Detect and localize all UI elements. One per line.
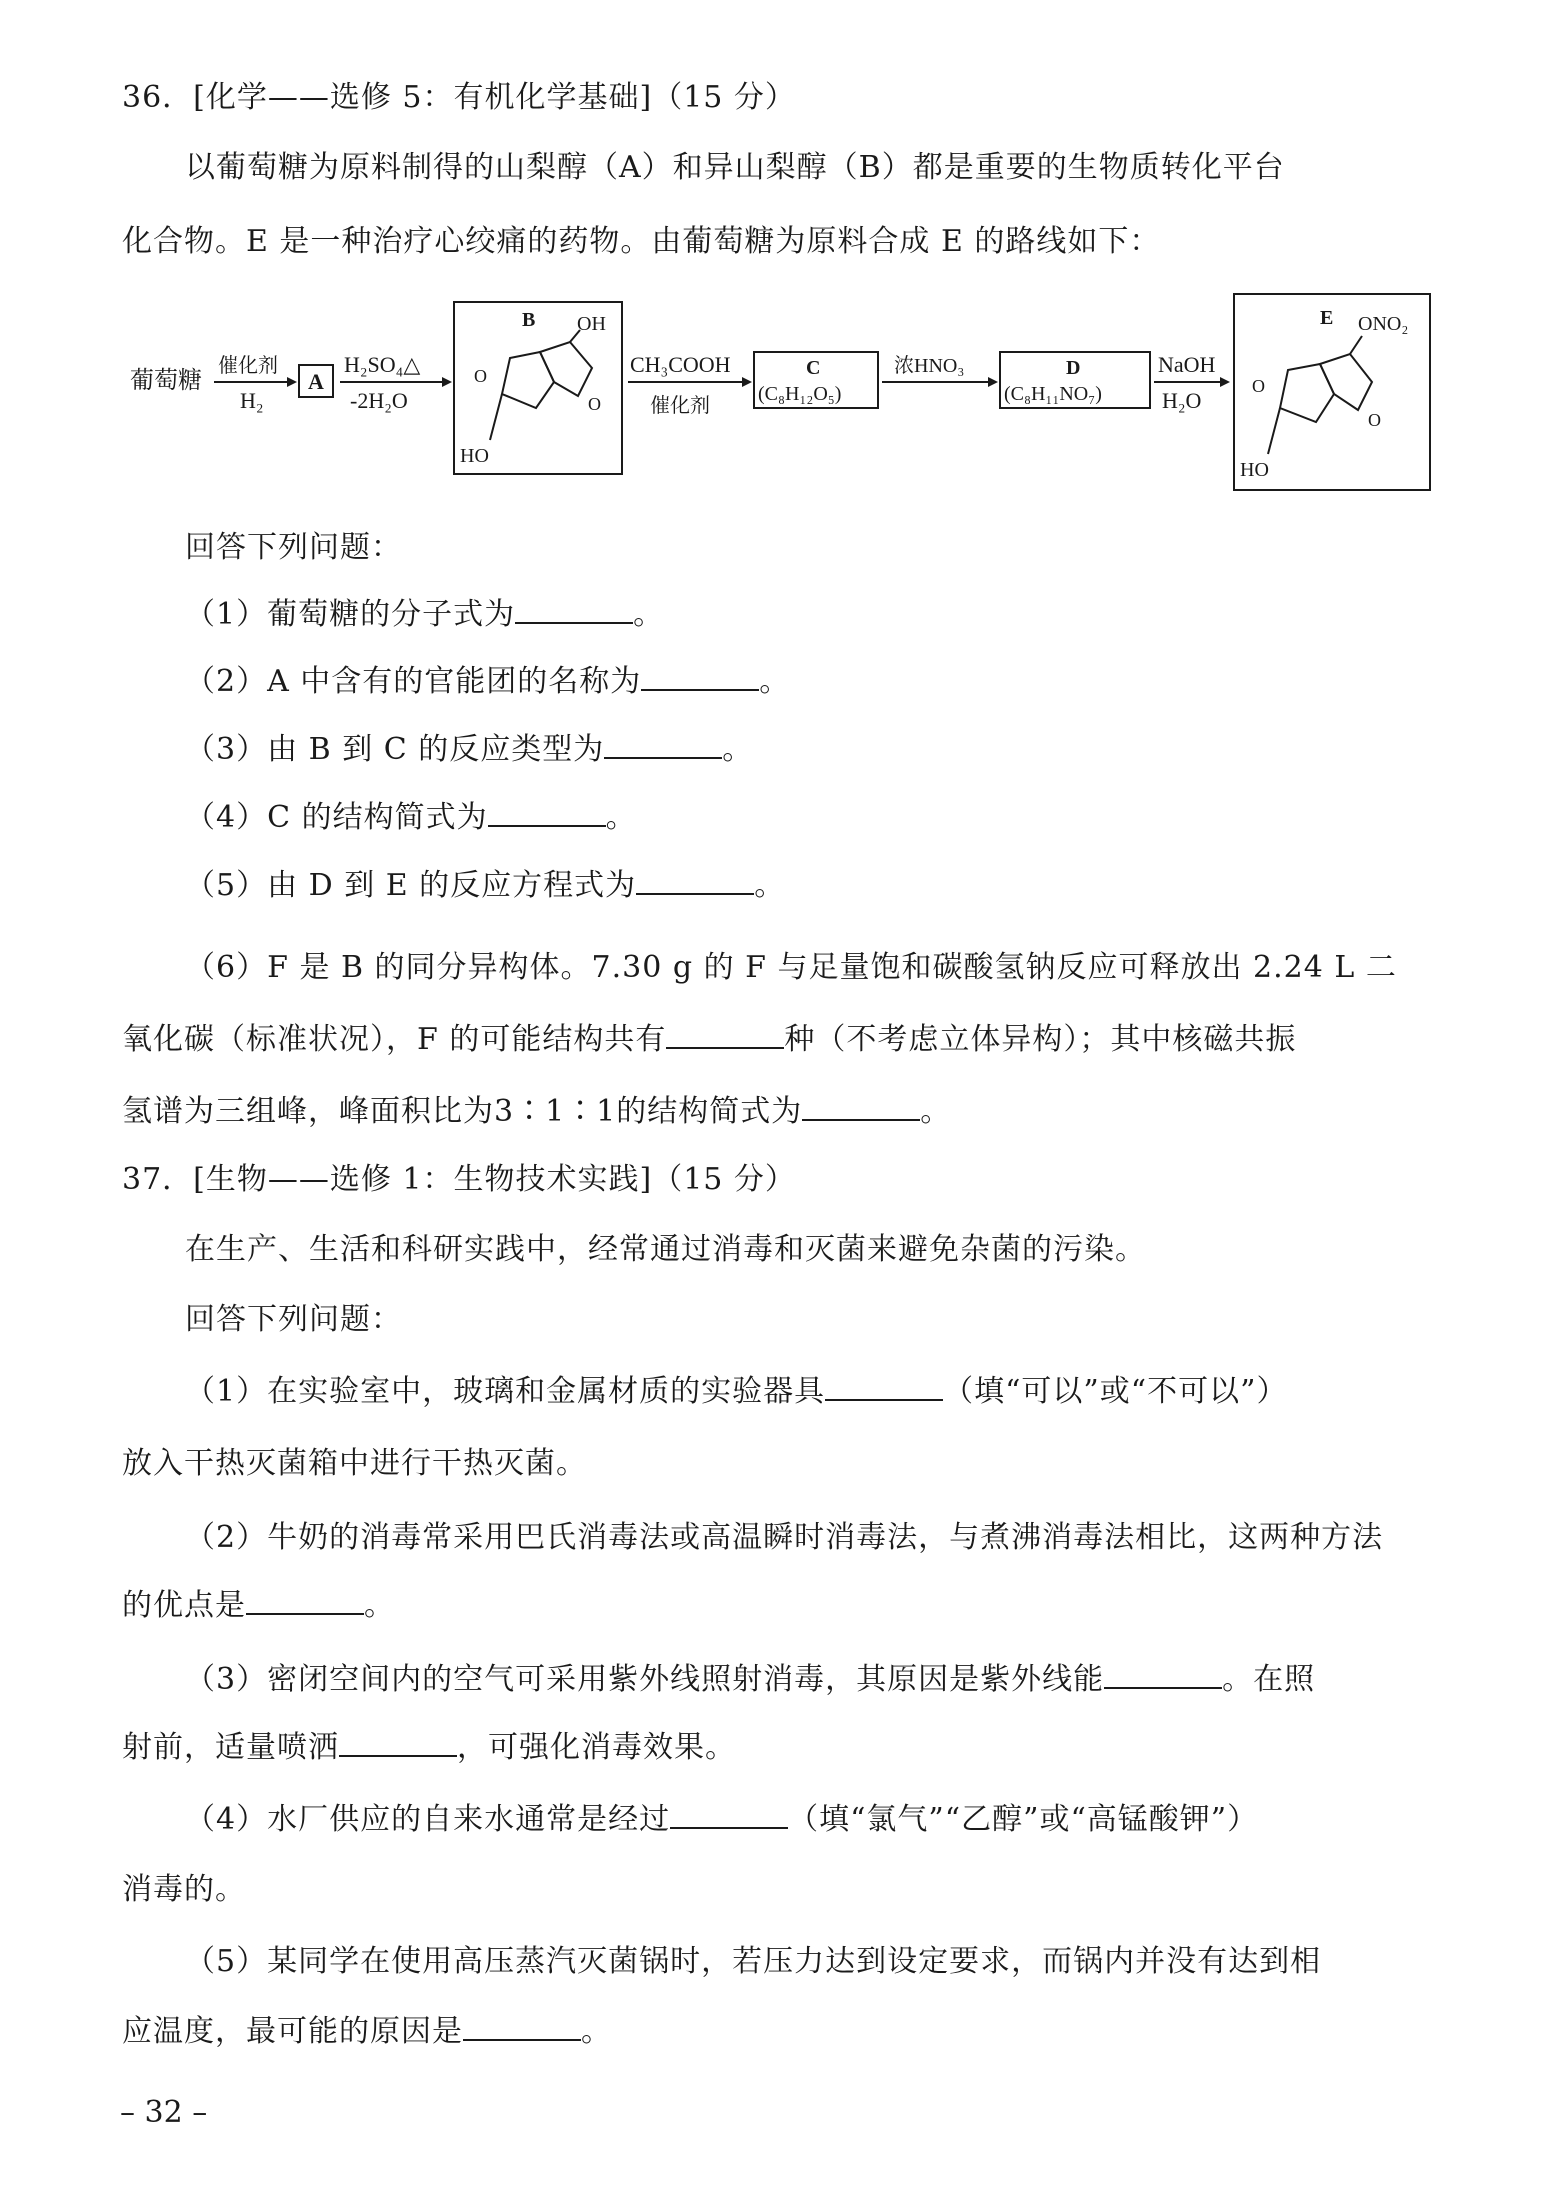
arrow-4-head [988, 377, 998, 387]
answer-blank[interactable] [339, 1729, 457, 1757]
q37-item-3-text: （3）密闭空间内的空气可采用紫外线照射消毒，其原因是紫外线能 [185, 1662, 1105, 1697]
q36-item-1-end: 。 [633, 597, 665, 632]
q36-answer-prompt: 回答下列问题： [185, 530, 402, 565]
compound-b-oh-top: OH [577, 313, 606, 335]
compound-c-formula: (C₈H₁₂O₅) [758, 383, 842, 405]
q36-item-2-end: 。 [759, 664, 791, 699]
q36-item-1 [185, 595, 664, 635]
q37-intro: 在生产、生活和科研实践中，经常通过消毒和灭菌来避免杂菌的污染。 [185, 1232, 1146, 1267]
q36-item-1-text: （1）葡萄糖的分子式为 [185, 597, 516, 632]
q37-item-5-line1: （5）某同学在使用高压蒸汽灭菌锅时，若压力达到设定要求，而锅内并没有达到相 [185, 1944, 1322, 1979]
compound-a-label: A [308, 369, 324, 394]
compound-b-o-right: O [588, 394, 601, 414]
q36-item-5 [185, 866, 785, 906]
q36-item-4-end: 。 [605, 800, 637, 835]
q37-item-4-text: （4）水厂供应的自来水通常是经过 [185, 1802, 671, 1837]
compound-d-formula: (C₈H₁₁NO₇) [1004, 383, 1102, 405]
scheme-glucose: 葡萄糖 [130, 368, 202, 394]
compound-e-o-left: O [1252, 376, 1265, 396]
q37-item-4-line2: 消毒的。 [122, 1872, 246, 1907]
compound-b-label: B [522, 309, 536, 331]
q37-item-3-line2-end: ，可强化消毒效果。 [457, 1730, 736, 1765]
compound-e-label: E [1320, 307, 1334, 329]
compound-d-label: D [1066, 357, 1081, 379]
arrow-4-top: 浓HNO₃ [894, 355, 965, 377]
arrow-3-bottom: 催化剂 [650, 395, 710, 417]
q37-item-1-end: （填“可以”或“不可以”） [943, 1374, 1288, 1409]
arrow-2-top: H₂SO₄△ [344, 352, 421, 377]
compound-b-ho-bottom: HO [460, 445, 489, 467]
answer-blank[interactable] [515, 596, 633, 624]
q36-item-3 [185, 730, 753, 770]
compound-e-o-right: O [1368, 410, 1381, 430]
q37-answer-prompt: 回答下列问题： [185, 1302, 402, 1337]
arrow-3-head [742, 377, 752, 387]
answer-blank[interactable] [641, 663, 759, 691]
q36-item-6-line3-end: 。 [920, 1094, 952, 1129]
q36-item-6-line2-end: 种（不考虑立体异构）；其中核磁共振 [784, 1022, 1297, 1057]
q36-item-4-text: （4）C 的结构简式为 [185, 800, 488, 835]
answer-blank[interactable] [636, 867, 754, 895]
q37-item-3-end: 。在照 [1222, 1662, 1316, 1697]
arrow-5-bottom: H₂O [1162, 388, 1202, 413]
answer-blank[interactable] [246, 1587, 364, 1615]
arrow-2-head [442, 377, 452, 387]
arrow-1-head [287, 377, 297, 387]
arrow-1-top: 催化剂 [218, 355, 278, 377]
answer-blank[interactable] [1104, 1661, 1222, 1689]
arrow-1-bottom: H₂ [240, 388, 264, 413]
q37-item-1-line2: 放入干热灭菌箱中进行干热灭菌。 [122, 1446, 587, 1481]
answer-blank[interactable] [802, 1093, 920, 1121]
q36-item-6-line3-text: 氢谱为三组峰，峰面积比为3∶1∶1的结构简式为 [122, 1094, 803, 1129]
answer-blank[interactable] [488, 799, 606, 827]
q37-item-2-line2 [122, 1586, 395, 1626]
q36-item-3-end: 。 [722, 732, 754, 767]
q37-item-5-line2 [122, 2012, 612, 2052]
compound-c-label: C [806, 357, 821, 379]
q37-item-5-line2-text: 应温度，最可能的原因是 [122, 2014, 463, 2049]
q37-item-2-line2-text: 的优点是 [122, 1588, 246, 1623]
compound-b-o-left: O [474, 366, 487, 386]
compound-b-structure [490, 330, 592, 440]
q36-intro-line2: 化合物。E 是一种治疗心绞痛的药物。由葡萄糖为原料合成 E 的路线如下： [122, 224, 1161, 259]
q36-header: 36．[化学——选修 5：有机化学基础]（15 分） [122, 80, 796, 115]
q36-intro-line1: 以葡萄糖为原料制得的山梨醇（A）和异山梨醇（B）都是重要的生物质转化平台 [185, 150, 1285, 185]
q37-header: 37．[生物——选修 1：生物技术实践]（15 分） [122, 1162, 796, 1197]
answer-blank[interactable] [666, 1021, 784, 1049]
q37-item-2-line2-end: 。 [364, 1588, 395, 1623]
compound-e-ono2: ONO₂ [1358, 313, 1409, 335]
compound-e-structure [1268, 336, 1372, 454]
q36-item-4 [185, 798, 637, 838]
arrow-2-bottom: -2H₂O [350, 388, 408, 413]
q36-item-6-line2-text: 氧化碳（标准状况），F 的可能结构共有 [122, 1022, 667, 1057]
answer-blank[interactable] [463, 2013, 581, 2041]
q36-item-6-line2 [122, 1020, 1296, 1060]
answer-blank[interactable] [604, 731, 722, 759]
compound-e-ho: HO [1240, 459, 1269, 481]
arrow-3-top: CH₃COOH [630, 352, 731, 377]
q37-item-4-line1 [185, 1800, 1258, 1840]
q36-item-6-line1: （6）F 是 B 的同分异构体。7.30 g 的 F 与足量饱和碳酸氢钠反应可释放出 2.24 L 二 [185, 950, 1397, 985]
q37-item-1-line1 [185, 1372, 1287, 1412]
answer-blank[interactable] [825, 1373, 943, 1401]
q37-item-3-line2 [122, 1728, 736, 1768]
synthesis-scheme [122, 290, 1442, 505]
q37-item-3-line2-text: 射前，适量喷洒 [122, 1730, 339, 1765]
q36-item-6-line3 [122, 1092, 951, 1132]
q36-item-5-text: （5）由 D 到 E 的反应方程式为 [185, 868, 637, 903]
arrow-5-top: NaOH [1158, 352, 1216, 377]
q37-item-2-line1: （2）牛奶的消毒常采用巴氏消毒法或高温瞬时消毒法，与煮沸消毒法相比，这两种方法 [185, 1520, 1384, 1555]
page-number: – 32 – [120, 2095, 208, 2130]
q37-item-3-line1 [185, 1660, 1315, 1700]
q36-item-2-text: （2）A 中含有的官能团的名称为 [185, 664, 642, 699]
arrow-5-head [1220, 377, 1230, 387]
q37-item-4-end: （填“氯气”“乙醇”或“高锰酸钾”） [788, 1802, 1259, 1837]
q37-item-1-text: （1）在实验室中，玻璃和金属材质的实验器具 [185, 1374, 826, 1409]
q36-item-2 [185, 662, 790, 702]
q36-item-3-text: （3）由 B 到 C 的反应类型为 [185, 732, 605, 767]
q36-item-5-end: 。 [754, 868, 786, 903]
answer-blank[interactable] [670, 1801, 788, 1829]
q37-item-5-line2-end: 。 [581, 2014, 612, 2049]
